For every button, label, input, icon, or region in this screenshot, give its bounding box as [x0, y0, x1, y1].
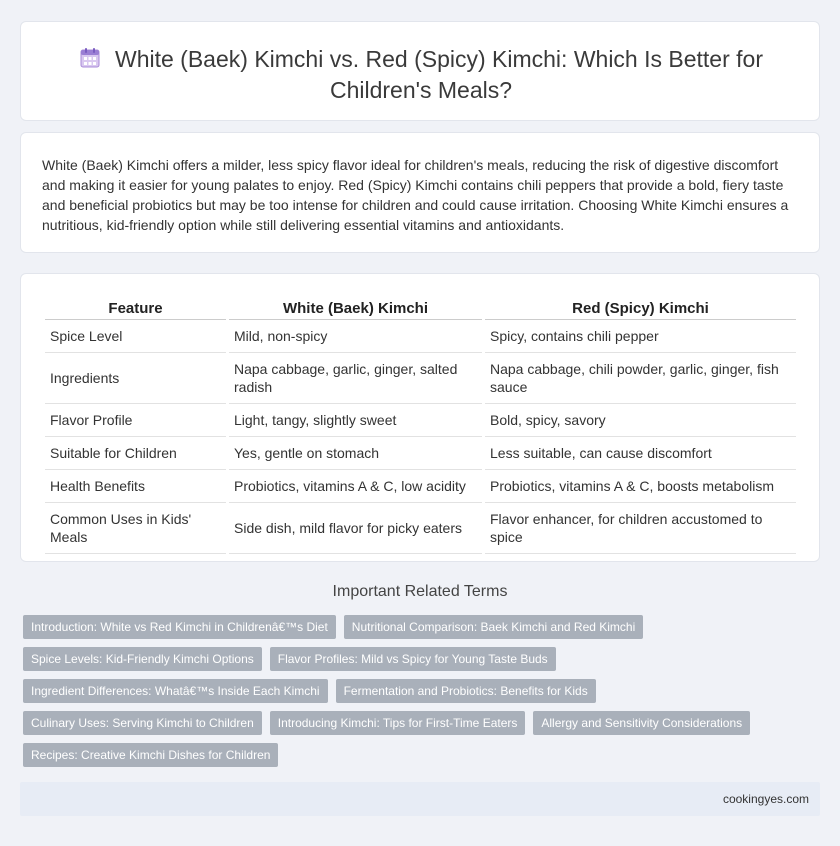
table-cell-red: Probiotics, vitamins A & C, boosts metabolism	[485, 470, 796, 503]
calendar-icon	[79, 46, 101, 68]
table-cell-feature: Health Benefits	[45, 470, 226, 503]
footer	[20, 782, 820, 816]
related-term-link[interactable]: Nutritional Comparison: Baek Kimchi and Red Kimchi	[344, 615, 643, 639]
table-cell-feature: Ingredients	[45, 353, 226, 404]
table-cell-white: Probiotics, vitamins A & C, low acidity	[229, 470, 482, 503]
related-term-link[interactable]: Spice Levels: Kid-Friendly Kimchi Options	[23, 647, 262, 671]
table-cell-feature: Spice Level	[45, 320, 226, 353]
related-term-link[interactable]: Introduction: White vs Red Kimchi in Childrenâ€™s Diet	[23, 615, 336, 639]
related-terms-list	[23, 615, 803, 767]
table-cell-feature: Flavor Profile	[45, 404, 226, 437]
related-term-link[interactable]: Allergy and Sensitivity Considerations	[533, 711, 750, 735]
comparison-table-card	[20, 273, 820, 562]
column-header-white-kimchi: White (Baek) Kimchi	[229, 296, 482, 320]
page-title-text: White (Baek) Kimchi vs. Red (Spicy) Kimchi: Which Is Better for Children's Meals?	[115, 46, 763, 103]
page-title	[61, 44, 781, 106]
table-cell-red: Napa cabbage, chili powder, garlic, ginger, fish sauce	[485, 353, 796, 404]
related-term-link[interactable]: Fermentation and Probiotics: Benefits for Kids	[336, 679, 596, 703]
table-cell-red: Bold, spicy, savory	[485, 404, 796, 437]
table-cell-red: Flavor enhancer, for children accustomed to spice	[485, 503, 796, 554]
related-term-link[interactable]: Flavor Profiles: Mild vs Spicy for Young Taste Buds	[270, 647, 556, 671]
column-header-feature: Feature	[45, 296, 226, 320]
table-cell-white: Mild, non-spicy	[229, 320, 482, 353]
table-row	[45, 470, 796, 503]
related-term-link[interactable]: Culinary Uses: Serving Kimchi to Children	[23, 711, 262, 735]
related-term-link[interactable]: Introducing Kimchi: Tips for First-Time Eaters	[270, 711, 526, 735]
table-header-row	[45, 296, 796, 320]
table-cell-feature: Suitable for Children	[45, 437, 226, 470]
title-wrap	[21, 44, 821, 106]
table-row	[45, 503, 796, 554]
related-term-link[interactable]: Ingredient Differences: Whatâ€™s Inside Each Kimchi	[23, 679, 328, 703]
table-cell-white: Yes, gentle on stomach	[229, 437, 482, 470]
table-row	[45, 437, 796, 470]
column-header-red-kimchi: Red (Spicy) Kimchi	[485, 296, 796, 320]
footer-site-link[interactable]: cookingyes.com	[722, 792, 809, 806]
table-cell-white: Napa cabbage, garlic, ginger, salted radish	[229, 353, 482, 404]
comparison-table	[42, 296, 799, 554]
header-card	[20, 21, 820, 121]
summary-text: White (Baek) Kimchi offers a milder, less spicy flavor ideal for children's meals, reducing the risk of digestive discomfort and making it easier for young palates to enjoy. Red (Spicy) Kimchi contains chili peppers that provide a bold, fiery taste and beneficial probiotics but may be too intense for children and could cause irritation. Choosing White Kimchi ensures a nutritious, kid-friendly option while still delivering essential vitamins and antioxidants.	[42, 157, 789, 233]
table-cell-white: Side dish, mild flavor for picky eaters	[229, 503, 482, 554]
table-row	[45, 404, 796, 437]
related-term-link[interactable]: Recipes: Creative Kimchi Dishes for Children	[23, 743, 278, 767]
table-cell-red: Less suitable, can cause discomfort	[485, 437, 796, 470]
summary-card	[20, 132, 820, 253]
table-cell-red: Spicy, contains chili pepper	[485, 320, 796, 353]
table-row	[45, 353, 796, 404]
table-cell-feature: Common Uses in Kids' Meals	[45, 503, 226, 554]
table-cell-white: Light, tangy, slightly sweet	[229, 404, 482, 437]
table-row	[45, 320, 796, 353]
related-terms-title: Important Related Terms	[332, 583, 508, 600]
